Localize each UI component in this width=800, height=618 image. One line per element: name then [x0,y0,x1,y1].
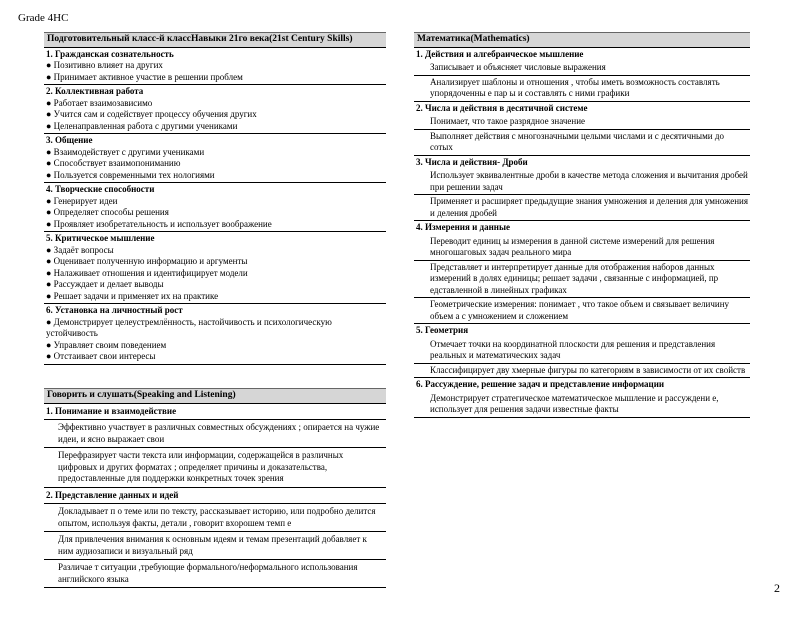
standard-item: Переводит единиц ы измерения в данной системе измерений для решения многошаговых задач реального мира [414,235,750,261]
standard-item: Анализирует шаблоны и отношения , чтобы иметь возможность составлять упорядоченны е пар ы и составлять с ними графики [414,76,750,102]
bullet-item: ● Рассуждает и делает выводы [46,279,164,289]
section-title: 2. Коллективная работа [46,86,144,96]
bullet-item: ● Отстаивает свои интересы [46,351,156,361]
skills-section [44,183,386,232]
standard-item: Демонстрирует стратегическое математическое мышление и рассуждени е, использует для решения задачи известные факты [414,392,750,418]
skills-section [44,85,386,134]
section-title: 2. Числа и действия в десятичной системе [416,102,588,113]
bullet-item: ● Позитивно влияет на других [46,60,163,70]
section-title: 6. Установка на личностный рост [46,305,183,315]
skills-body [44,48,386,365]
section-title: 6. Рассуждение, решение задач и представление информации [416,379,665,389]
skill-item: Эффективно участвует в различных совместных обсуждениях ; опирается на чужие идеи, и ясно выражает свои [44,420,386,448]
skill-item: Различае т ситуации ,требующие формального/неформального использования английского языка [44,560,386,588]
bullet-item: ● Решает задачи и применяет их на практике [46,290,219,301]
bullet-item: ● Демонстрирует целеустремлённость, настойчивость и психологическую устойчивость [46,316,332,338]
bullet-item: ● Целенаправленная работа с другими учениками [46,120,238,131]
bullet-item: ● Проявляет изобретательность и использует воображение [46,218,272,229]
skill-item: Для привлечения внимания к основным идеям и темам презентаций добавляет к ним аудиозаписи и визуальный ряд [44,532,386,560]
bullet-item: ● Учится сам и содействует процессу обучения других [46,109,257,119]
section-title: 4. Измерения и данные [416,222,510,232]
standard-item: Отмечает точки на координатной плоскости для решения и представления реальных и математических задач [414,338,750,364]
standard-item: Представляет и интерпретирует данные для отображения наборов данных измерений в долях единицы; решает задачи , связанные с информацией, пр едставленной в линейных графиках [414,261,750,299]
section-title: 5. Геометрия [416,325,469,335]
bullet-item: ● Взаимодействует с другими учениками [46,146,205,157]
math-header: Математика(Mathematics) [414,32,750,48]
speaking-header: Говорить и слушать(Speaking and Listening) [44,388,386,404]
standard-item: Выполняет действия с многозначными целыми числами и с десятичными до сотых [414,130,750,156]
standard-item: Геометрические измерения: понимает , что такое объем и связывает величину объем а с умножением и сложением [414,298,750,324]
skills-section [44,134,386,183]
bullet-item: ● Генерирует идеи [46,195,118,206]
skills-section [44,304,386,365]
math-body [414,48,750,418]
standard-item: Классифицирует дву хмерные фигуры по категориям в зависимости от их свойств [414,364,750,379]
bullet-item: ● Работает взаимозависимо [46,97,153,108]
section-title: 4. Творческие способности [46,184,155,194]
section-title: 5. Критическое мышление [46,233,155,243]
math-box [414,32,750,418]
bullet-item: ● Способствует взаимопониманию [46,158,181,168]
section-title: 3. Общение [46,135,93,145]
section-title: 2. Представление данных и идей [44,488,386,505]
bullet-item: ● Оценивает полученную информацию и аргументы [46,256,248,266]
standard-item: Понимает, что такое разрядное значение [414,115,750,130]
bullet-item: ● Пользуется современными тех нологиями [46,169,215,180]
section-title: 1. Понимание и взаимодействие [44,404,386,421]
section-title: 1. Действия и алгебраическое мышление [416,48,584,59]
bullet-item: ● Налаживает отношения и идентифицирует модели [46,267,248,278]
grade-label: Grade 4HC [18,12,69,24]
skill-item: Докладывает п о теме или по тексту, рассказывает историю, или подробно делится опытом, используя факты, детали , говорит вхорошем темп е [44,504,386,532]
skills-section [44,48,386,86]
bullet-item: ● Определяет способы решения [46,207,169,217]
skills-section [44,232,386,304]
speaking-body [44,404,386,589]
speaking-box [44,388,386,588]
section-title: 1. Гражданская сознательность [46,48,174,59]
bullet-item: ● Задаёт вопросы [46,244,114,255]
standard-item: Использует эквивалентные дроби в качестве метода сложения и вычитания дробей при решении задач [414,169,750,195]
bullet-item: ● Управляет своим поведением [46,339,167,350]
skills-box [44,32,386,365]
standard-item: Записывает и объясняет числовые выражения [414,61,750,76]
page-number: 2 [774,581,780,595]
skill-item: Перефразирует части текста или информации, содержащейся в различных цифровых и других форматах ; определяет причины и доказательства, предоставленные для поддержки конкретных точек зрения [44,448,386,488]
standard-item: Применяет и расширяет предыдущие знания умножения и деления для умножения и деления дробей [414,195,750,221]
skills-header: Подготовительный класс-й классНавыки 21го века(21st Century Skills) [44,32,386,48]
section-title: 3. Числа и действия- Дроби [416,156,528,167]
bullet-item: ● Принимает активное участие в решении проблем [46,71,243,82]
